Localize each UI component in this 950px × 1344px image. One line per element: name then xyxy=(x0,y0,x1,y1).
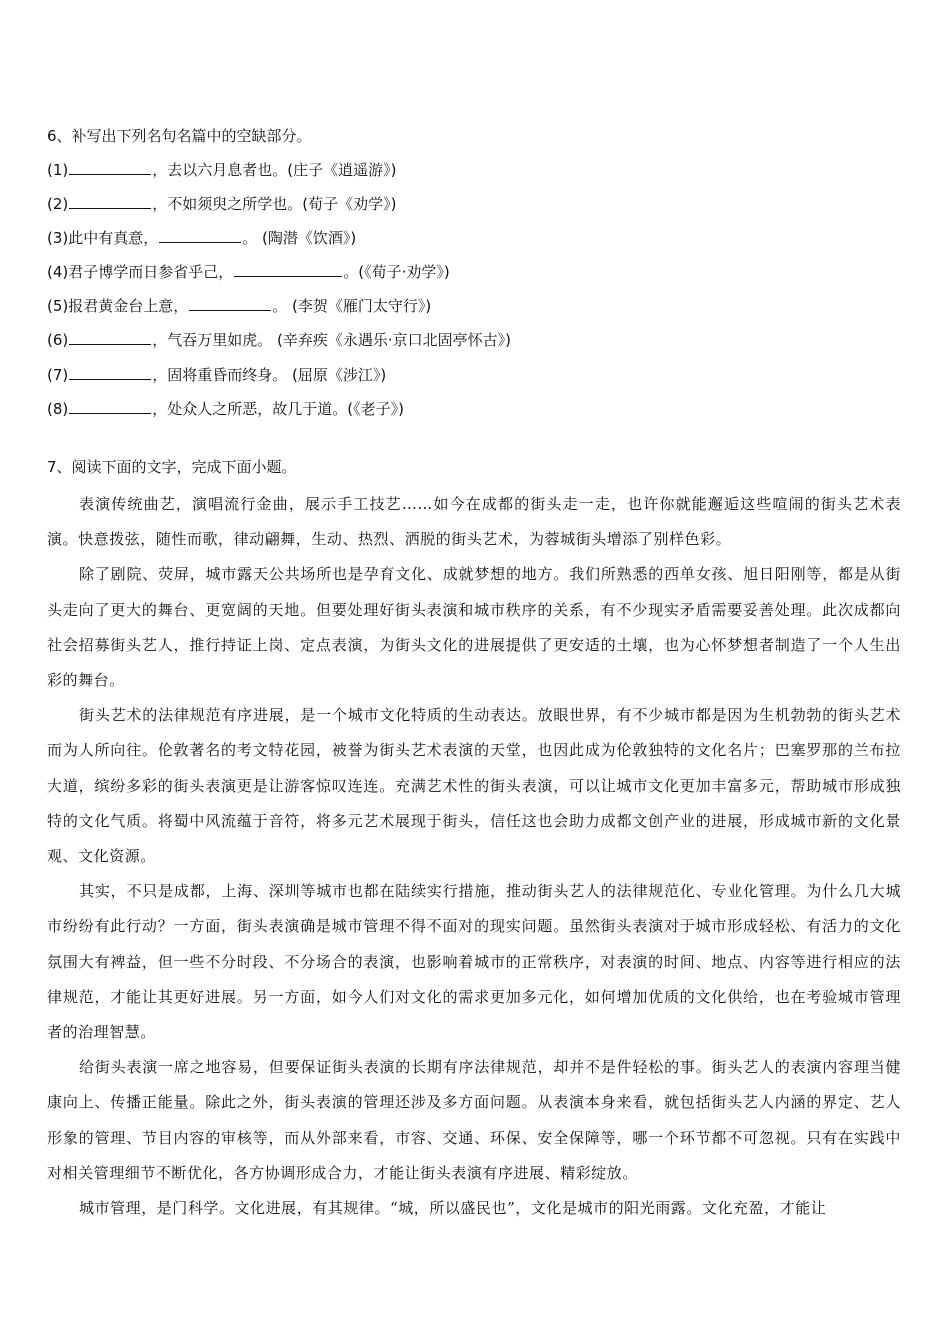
reading-passage xyxy=(47,487,901,1226)
item-number: (1) xyxy=(47,161,69,179)
question-7-title: 7、阅读下面的文字，完成下面小题。 xyxy=(47,458,297,476)
passage-paragraph: 其实，不只是成都，上海、深圳等城市也都在陆续实行措施，推动街头艺人的法律规范化、专业化管理。为什么几大城市纷纷有此行动？一方面，街头表演确是城市管理不得不面对的现实问题。虽然街头表演对于城市形成轻松、有活力的文化氛围大有裨益，但一些不分时段、不分场合的表演，也影响着城市的正常秩序，对表演的时间、地点、内容等进行相应的法律规范，才能让其更好进展。另一方面，如今人们对文化的需求更加多元化，如何增加优质的文化供给，也在考验城市管理者的治理智慧。 xyxy=(47,882,901,1042)
answer-blank[interactable] xyxy=(69,194,151,209)
item-number: (6) xyxy=(47,331,69,349)
item-text: 。 (陶潜《饮酒》) xyxy=(242,229,357,247)
item-number: (3) xyxy=(47,229,69,247)
answer-blank[interactable] xyxy=(69,160,151,175)
question-6-title: 6、补写出下列名句名篇中的空缺部分。 xyxy=(47,127,312,145)
item-text: ，不如须臾之所学也。(荀子《劝学》) xyxy=(152,195,397,213)
passage-paragraph: 街头艺术的法律规范有序进展，是一个城市文化特质的生动表达。放眼世界，有不少城市都是因为生机勃勃的街头艺术而为人所向往。伦敦著名的考文特花园，被誉为街头艺术表演的天堂，也因此成为伦敦独特的文化名片；巴塞罗那的兰布拉大道，缤纷多彩的街头表演更是让游客惊叹连连。充满艺术性的街头表演，可以让城市文化更加丰富多元，帮助城市形成独特的文化气质。将蜀中风流蕴于音符，将多元艺术展现于街头，信任这也会助力成都文创产业的进展，形成城市新的文化景观、文化资源。 xyxy=(47,706,901,866)
item-text: 。(《荀子·劝学》) xyxy=(343,263,450,281)
item-text: ，处众人之所恶，故几于道。(《老子》) xyxy=(152,400,404,418)
q6-item-4 xyxy=(47,262,450,282)
q6-item-7 xyxy=(47,365,386,385)
item-text: ，气吞万里如虎。 (辛弃疾《永遇乐·京口北固亭怀古》) xyxy=(152,331,511,349)
item-text-before: 君子博学而日参省乎己， xyxy=(68,263,234,281)
q6-item-5 xyxy=(47,296,431,316)
answer-blank[interactable] xyxy=(69,399,151,414)
item-text: ，去以六月息者也。(庄子《逍遥游》) xyxy=(152,161,397,179)
passage-paragraph: 给街头表演一席之地容易，但要保证街头表演的长期有序法律规范，却并不是件轻松的事。街头艺人的表演内容理当健康向上、传播正能量。除此之外，街头表演的管理还涉及多方面问题。从表演本身来看，就包括街头艺人内涵的界定、艺人形象的管理、节目内容的审核等，而从外部来看，市容、交通、环保、安全保障等，哪一个环节都不可忽视。只有在实践中对相关管理细节不断优化，各方协调形成合力，才能让街头表演有序进展、精彩绽放。 xyxy=(47,1058,901,1182)
item-number: (2) xyxy=(47,195,69,213)
answer-blank[interactable] xyxy=(159,228,241,243)
passage-paragraph: 城市管理，是门科学。文化进展，有其规律。“城，所以盛民也”，文化是城市的阳光雨露。文化充盈，才能让 xyxy=(79,1199,827,1218)
item-text-before: 报君黄金台上意， xyxy=(68,297,189,315)
passage-paragraph: 除了剧院、荧屏，城市露天公共场所也是孕育文化、成就梦想的地方。我们所熟悉的西单女孩、旭日阳刚等，都是从街头走向了更大的舞台、更宽阔的天地。但要处理好街头表演和城市秩序的关系，有不少现实矛盾需要妥善处理。此次成都向社会招募街头艺人，推行持证上岗、定点表演，为街头文化的进展提供了更安适的土壤，也为心怀梦想者制造了一个人生出彩的舞台。 xyxy=(47,565,901,690)
answer-blank[interactable] xyxy=(234,262,342,277)
q6-item-6 xyxy=(47,330,511,350)
q6-item-2 xyxy=(47,194,396,214)
q6-item-1 xyxy=(47,160,396,180)
answer-blank[interactable] xyxy=(69,365,151,380)
item-number: (8) xyxy=(47,400,69,418)
q6-item-3 xyxy=(47,228,356,248)
answer-blank[interactable] xyxy=(189,296,271,311)
passage-paragraph: 表演传统曲艺，演唱流行金曲，展示手工技艺……如今在成都的街头走一走，也许你就能邂逅这些喧闹的街头艺术表演。快意拨弦，随性而歌，律动翩舞，生动、热烈、洒脱的街头艺术，为蓉城街头增添了别样色彩。 xyxy=(47,495,901,549)
item-number: (7) xyxy=(47,366,69,384)
item-text: 。 (李贺《雁门太守行》) xyxy=(272,297,432,315)
q6-item-8 xyxy=(47,399,404,419)
item-text: ，固将重昏而终身。 (屈原《涉江》) xyxy=(152,366,387,384)
item-number: (4) xyxy=(47,263,69,281)
answer-blank[interactable] xyxy=(69,330,151,345)
item-number: (5) xyxy=(47,297,69,315)
item-text-before: 此中有真意， xyxy=(68,229,159,247)
